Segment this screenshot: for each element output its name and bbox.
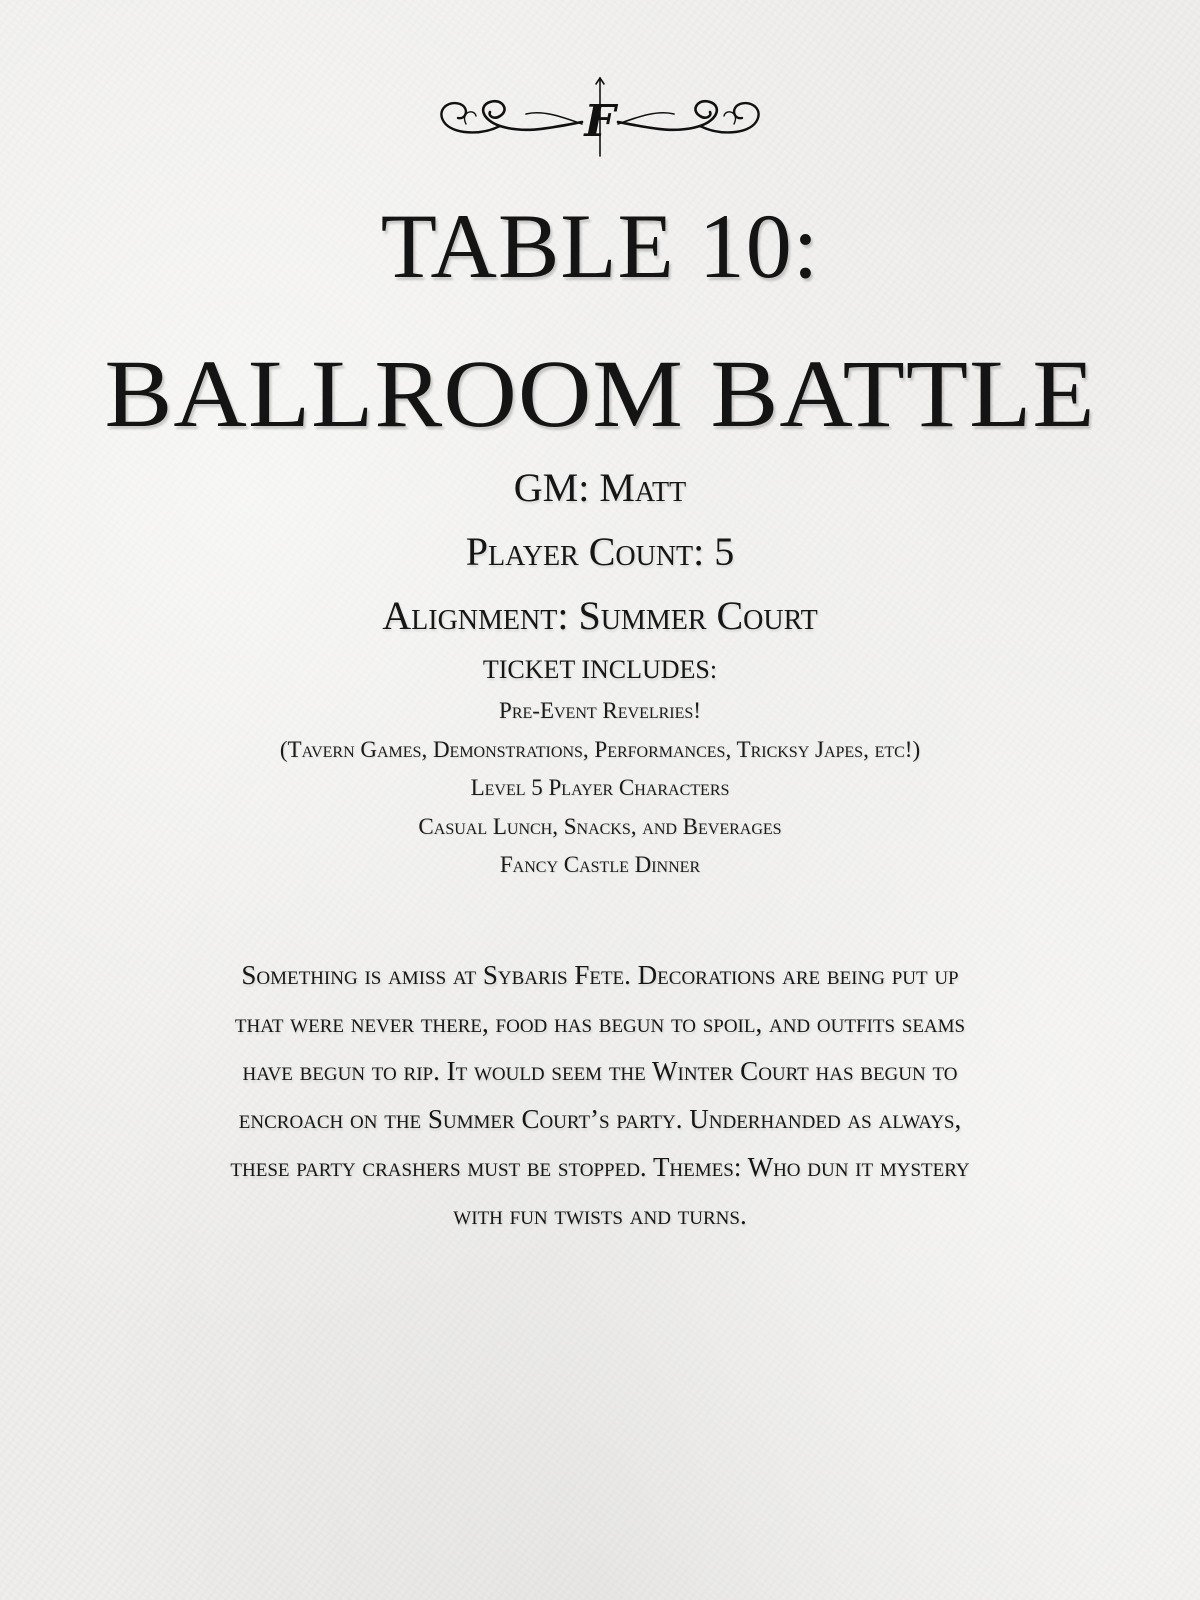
description-line: encroach on the Summer Court’s party. Underhanded as always, [238,1104,962,1134]
list-item: Fancy Castle Dinner [499,852,701,877]
ornament-monogram: F [584,96,616,147]
list-item: (Tavern Games, Demonstrations, Performances, Tricksy Japes, etc!) [279,736,921,762]
description-line: these party crashers must be stopped. Themes: Who dun it mystery [230,1152,970,1182]
description-line: Something is amiss at Sybaris Fete. Decorations are being put up [241,960,959,990]
page-title-line-1: TABLE 10: [380,195,820,297]
list-item: Pre-Event Revelries! [499,698,701,723]
player-count: Player Count: 5 [465,529,735,574]
list-item: Casual Lunch, Snacks, and Beverages [418,813,782,839]
description-line: that were never there, food has begun to spoil, and outfits seams [234,1008,966,1038]
page-title-line-2: BALLROOM BATTLE [104,340,1096,447]
description-line: with fun twists and turns. [453,1200,747,1230]
alignment: Alignment: Summer Court [382,593,818,638]
description-line: have begun to rip. It would seem the Winter Court has begun to [242,1056,958,1086]
ticket-includes-list [0,692,1200,885]
gm-name: GM: Matt [513,465,687,510]
ticket-includes-heading: TICKET INCLUDES: [482,655,718,684]
list-item: Level 5 Player Characters [470,775,730,800]
adventure-description [100,951,1100,1239]
fleur-scroll-ornament-icon [430,76,770,160]
